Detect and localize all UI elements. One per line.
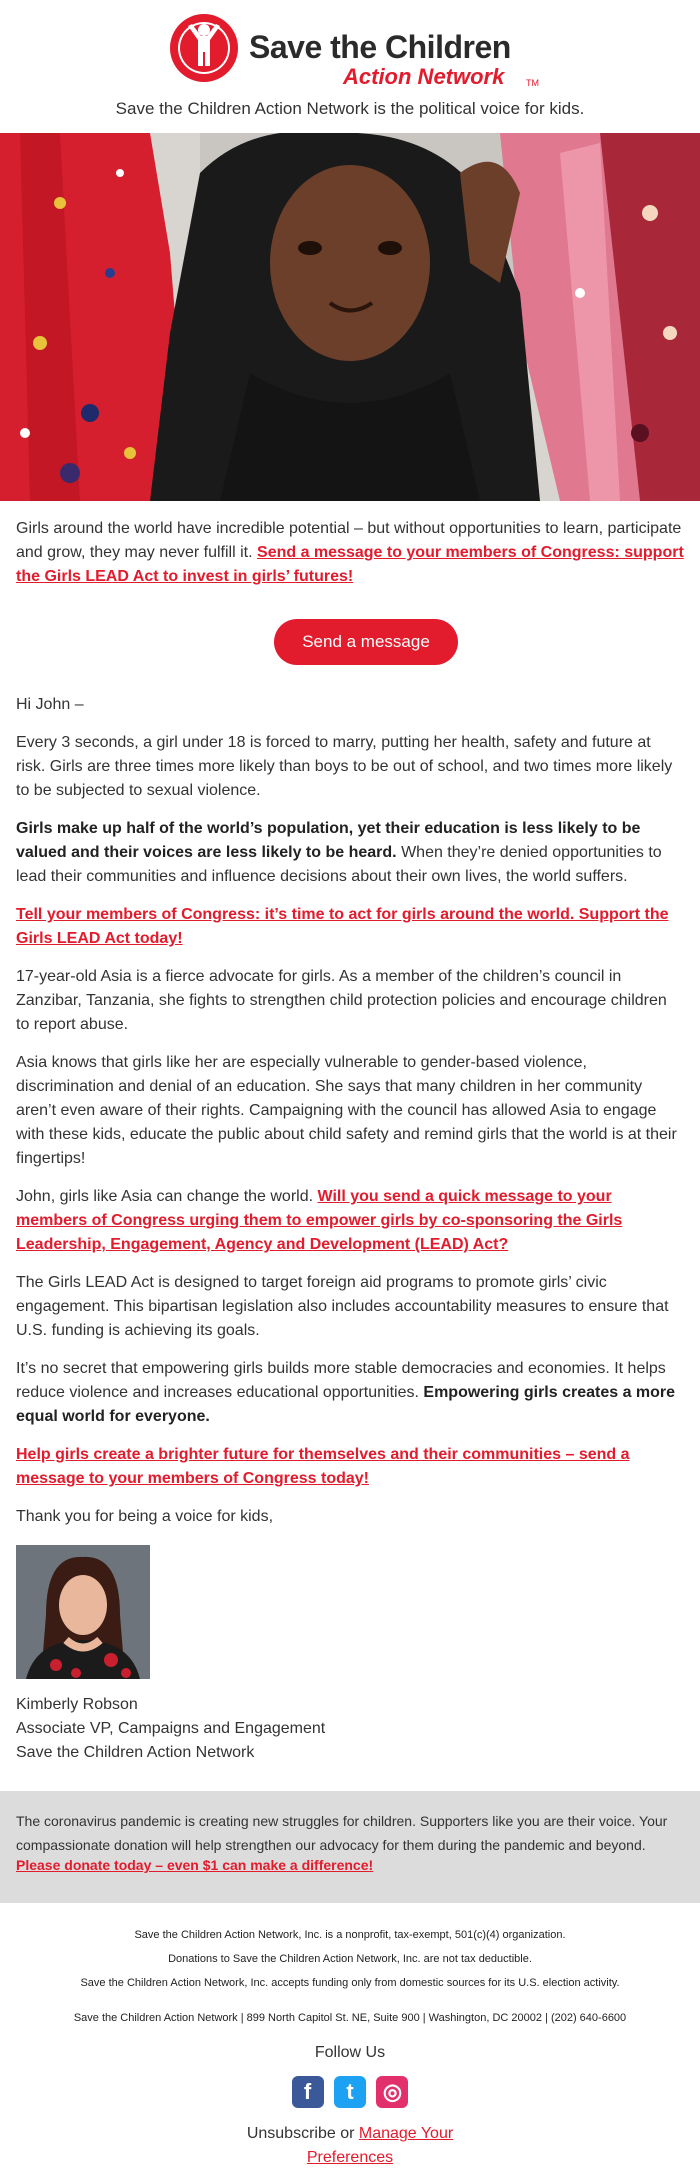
brighter-future-link[interactable]: Help girls create a brighter future for themselves and their communities – send a message to your members of Congress today!	[16, 1446, 630, 1487]
unsubscribe-text[interactable]: Unsubscribe or	[246, 2125, 355, 2142]
trademark-mark: TM	[526, 78, 539, 88]
letter-link-paragraph-2	[16, 903, 684, 951]
brand-name: Save the Children	[249, 29, 511, 65]
save-the-children-logo[interactable]	[168, 12, 538, 92]
letter-paragraph-2-rest: When they’re denied opportunities to lead their communities and influence decisions about their own lives, the world suffers.	[16, 844, 662, 885]
letter-paragraph-7-bold: Empowering girls creates a more equal world for everyone.	[16, 1384, 676, 1425]
hero-illustration	[0, 133, 700, 501]
footer-tax-line: Donations to Save the Children Action Network, Inc. are not tax deductible.	[168, 1953, 532, 1965]
letter-paragraph-7-text: It’s no secret that empowering girls builds more stable democracies and economies. It helps reduce violence and increases educational opportunities.	[16, 1360, 666, 1401]
letter-paragraph-6: The Girls LEAD Act is designed to target foreign aid programs to promote girls’ civic engagement. This bipartisan legislation also includes accountability measures to ensure that U.S. funding is achieving its goals.	[16, 1274, 669, 1339]
quick-message-link[interactable]: Will you send a quick message to your members of Congress urging them to empower girls by co-sponsoring the Girls Leadership, Engagement, Agency and Development (LEAD) Act?	[16, 1188, 623, 1253]
brand-subtitle: Action Network	[343, 64, 505, 89]
letter-link-paragraph-4	[16, 1443, 684, 1491]
manage-preferences-link[interactable]: Manage Your	[358, 2125, 454, 2142]
footer-nonprofit-line: Save the Children Action Network, Inc. is a nonprofit, tax-exempt, 501(c)(4) organization.	[134, 1929, 566, 1941]
donate-link[interactable]: Please donate today – even $1 can make a difference!	[16, 1857, 374, 1873]
letter-paragraph-1: Every 3 seconds, a girl under 18 is forced to marry, putting her health, safety and future at risk. Girls are three times more likely than boys to be out of school, and two times more likely to be subjected to sexual violence.	[16, 734, 673, 799]
social-links	[0, 2076, 700, 2110]
instagram-icon[interactable]: ◎	[376, 2076, 408, 2108]
intro-paragraph	[16, 501, 684, 589]
hero-photo	[0, 133, 700, 501]
email-footer	[0, 1903, 700, 2170]
follow-us-label: Follow Us	[314, 2044, 386, 2061]
signer-org: Save the Children Action Network	[16, 1744, 255, 1761]
logo-emblem-icon	[168, 12, 240, 84]
donate-box	[0, 1791, 700, 1903]
greeting: Hi John –	[16, 696, 84, 713]
letter-paragraph-2	[16, 817, 684, 889]
facebook-icon[interactable]: f	[292, 2076, 324, 2108]
letter-paragraph-4: Asia knows that girls like her are especially vulnerable to gender-based violence, discrimination and denial of an education. She says that many children in her community aren’t even aware of their rights. Campaigning with the council has allowed Asia to engage with these kids, educate the public about child safety and remind girls that the world is at their fingertips!	[16, 1054, 677, 1167]
cta-container	[16, 603, 684, 693]
donate-text: The coronavirus pandemic is creating new struggles for children. Supporters like you are their voice. Your compassionate donation will help strengthen our advocacy for them during the pandemic and beyond.	[16, 1813, 668, 1853]
letter-paragraph-5-text: John, girls like Asia can change the world.	[16, 1188, 314, 1205]
signer-photo	[16, 1545, 150, 1679]
send-message-button[interactable]: Send a message	[274, 619, 458, 665]
header-tagline: Save the Children Action Network is the political voice for kids.	[115, 99, 585, 118]
signer-name: Kimberly Robson	[16, 1696, 138, 1713]
letter-paragraph-5	[16, 1185, 684, 1257]
twitter-icon[interactable]: t	[334, 2076, 366, 2108]
signer-title: Associate VP, Campaigns and Engagement	[16, 1720, 326, 1737]
footer-address: Save the Children Action Network | 899 North Capitol St. NE, Suite 900 | Washington, DC 20002 | (202) 640-6600	[73, 2012, 627, 2024]
signer-portrait	[16, 1545, 150, 1679]
footer-funding-line: Save the Children Action Network, Inc. accepts funding only from domestic sources for its U.S. election activity.	[80, 1977, 620, 1989]
closing-line: Thank you for being a voice for kids,	[16, 1508, 274, 1525]
intro-text: Girls around the world have incredible potential – but without opportunities to learn, participate and grow, they may never fulfill it.	[16, 520, 682, 561]
intro-congress-link[interactable]: Send a message to your members of Congress: support the Girls LEAD Act to invest in girls’ futures!	[16, 544, 684, 585]
email-header	[0, 0, 700, 133]
letter-paragraph-3: 17-year-old Asia is a fierce advocate for girls. As a member of the children’s council in Zanzibar, Tanzania, she fights to strengthen child protection policies and encourage children to report abuse.	[16, 968, 667, 1033]
letter-paragraph-7	[16, 1357, 684, 1429]
manage-preferences-link-line2[interactable]: Preferences	[306, 2149, 394, 2166]
letter-paragraph-2-bold: Girls make up half of the world’s population, yet their education is less likely to be valued and their voices are less likely to be heard.	[16, 820, 641, 861]
unsubscribe-block	[0, 2122, 700, 2170]
support-lead-act-link[interactable]: Tell your members of Congress: it’s time to act for girls around the world. Support the Girls LEAD Act today!	[16, 906, 669, 947]
